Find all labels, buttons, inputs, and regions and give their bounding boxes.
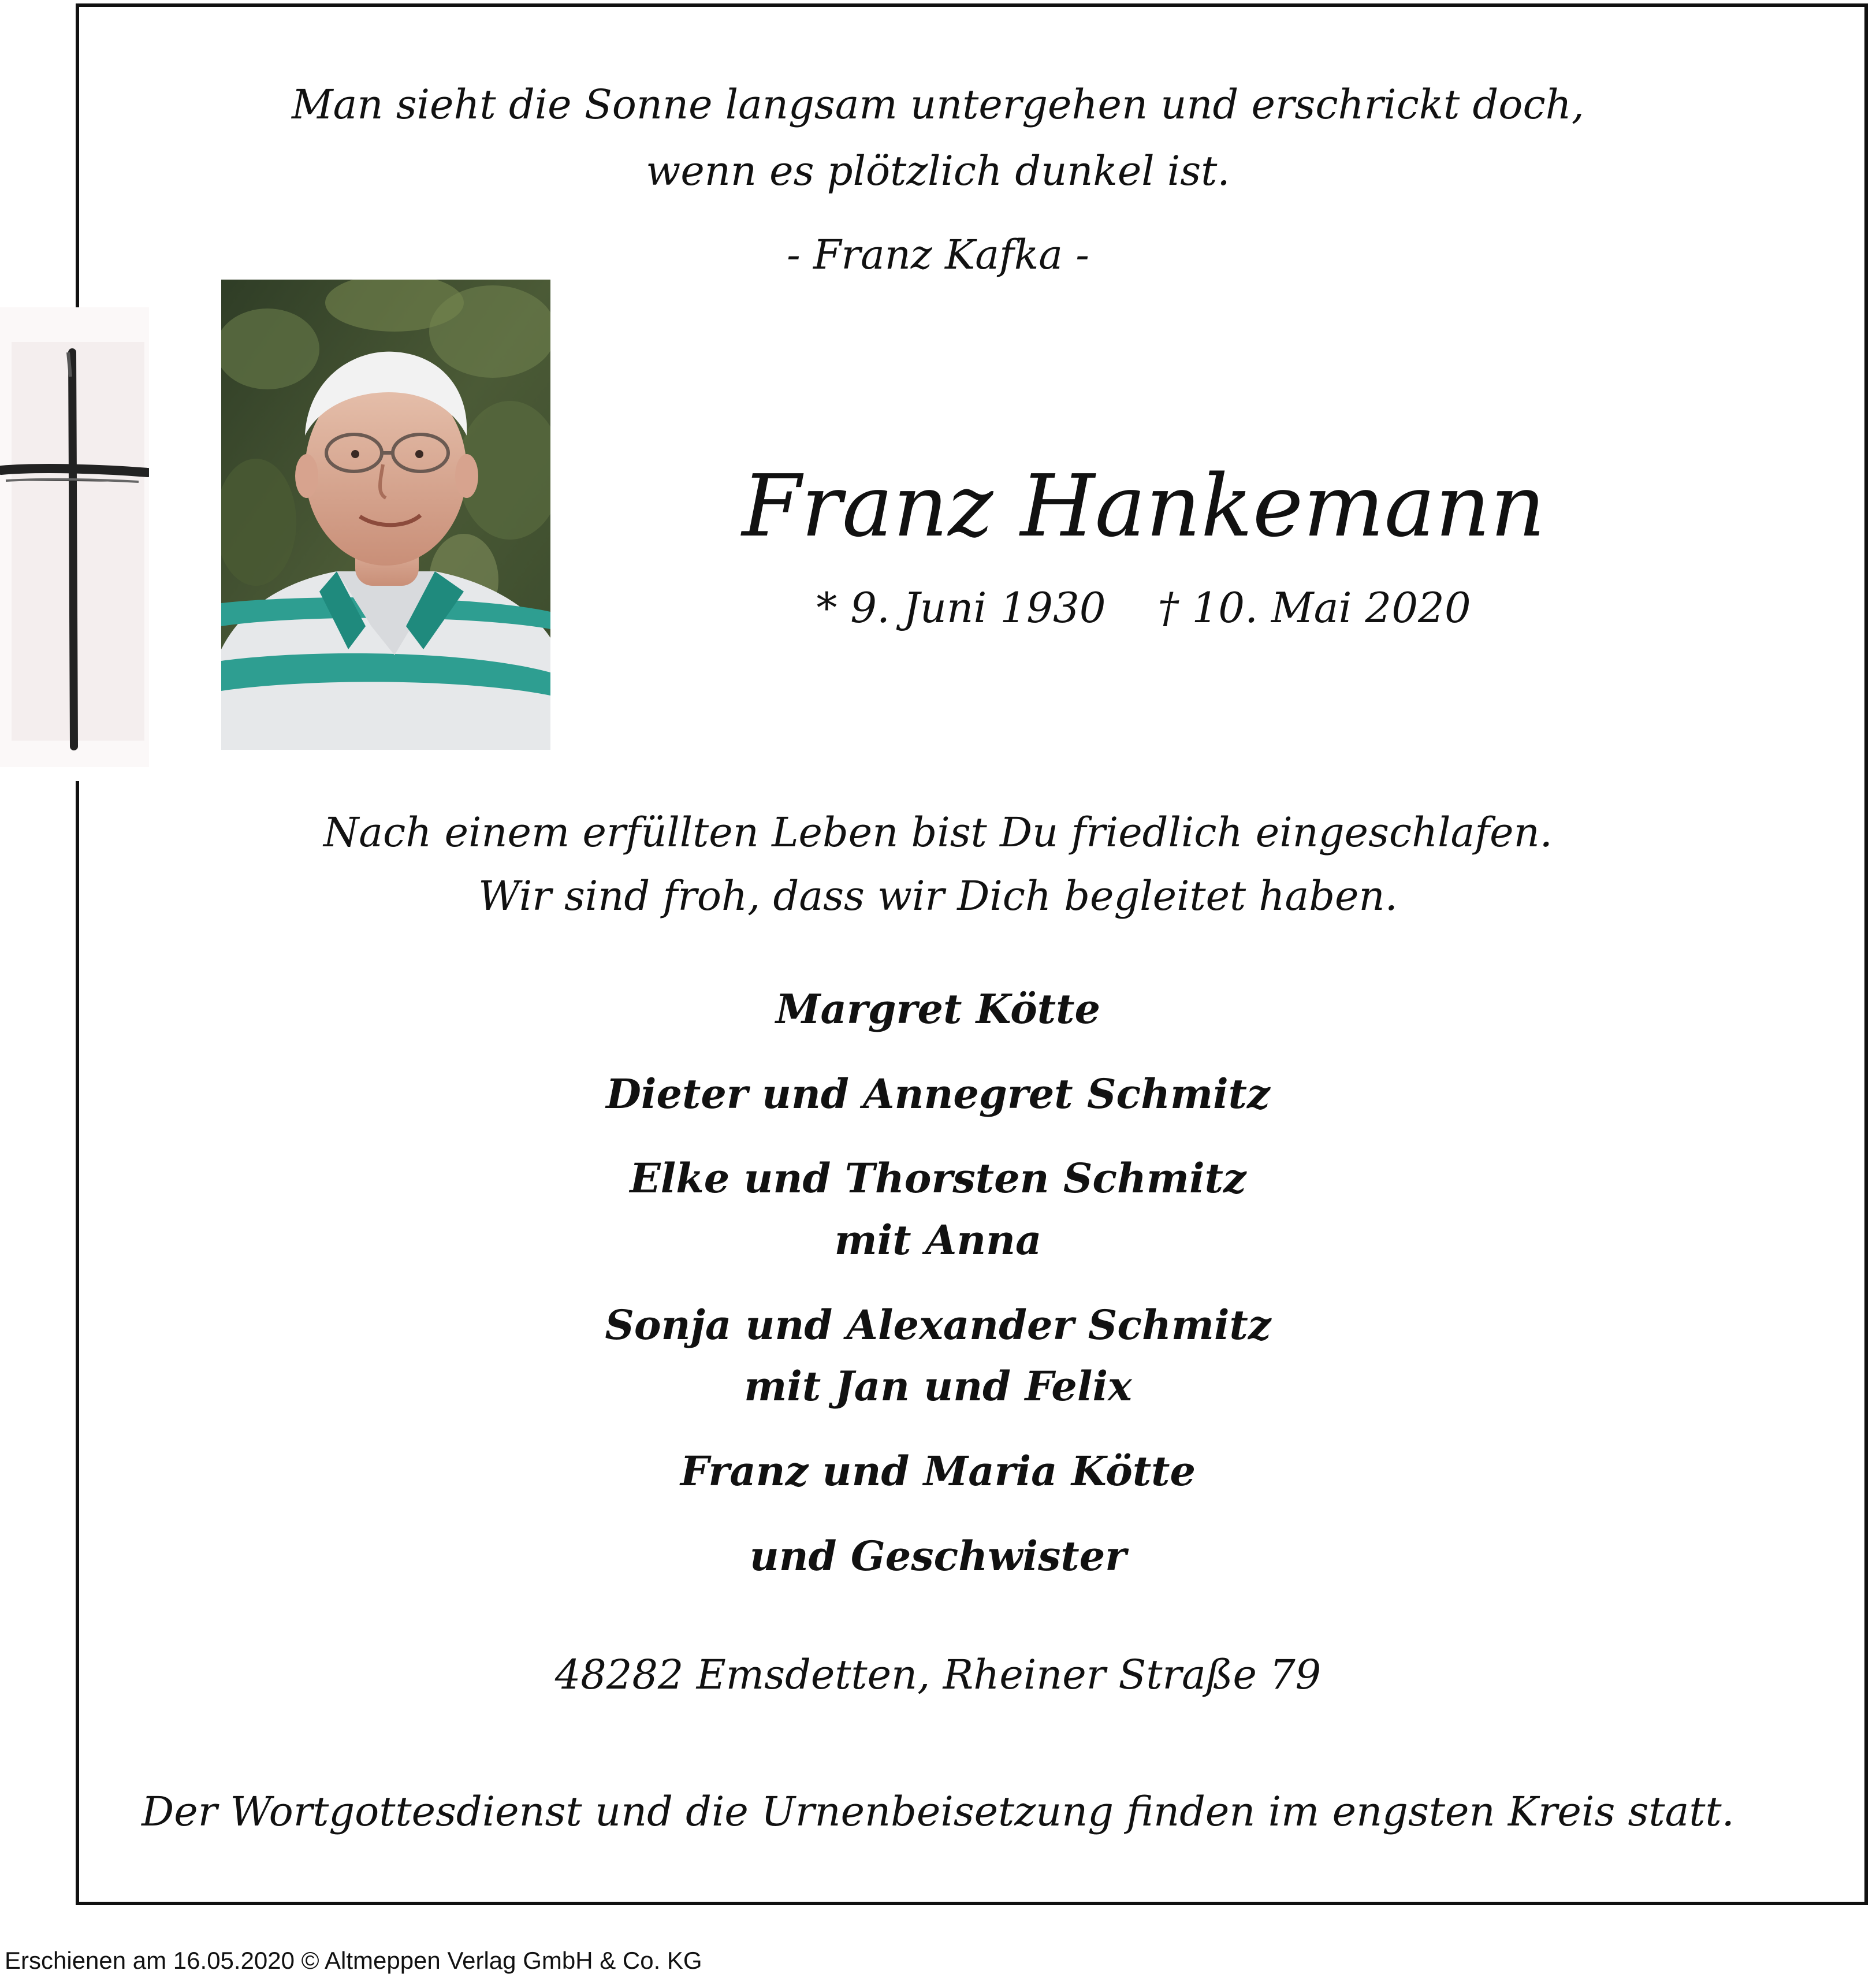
life-dates [578,583,1710,632]
cross-icon [0,307,149,767]
service-note: Der Wortgottesdienst und die Urnenbeisetzung finden im engsten Kreis statt. [142,1788,1734,1835]
mourner-line: Dieter und Annegret Schmitz [606,1070,1270,1118]
mourner-line: Elke und Thorsten Schmitz [630,1154,1246,1202]
death-date: † 10. Mai 2020 [1157,583,1471,632]
mourner-line: Franz und Maria Kötte [680,1447,1196,1495]
address: 48282 Emsdetten, Rheiner Straße 79 [554,1651,1322,1698]
birth-date: * 9. Juni 1930 [816,583,1106,632]
message-line-2: Wir sind froh, dass wir Dich begleitet haben. [478,872,1398,920]
quote-author: - Franz Kafka - [787,231,1089,278]
publication-footer: Erschienen am 16.05.2020 © Altmeppen Verlag GmbH & Co. KG [5,1947,702,1974]
mourner-line: mit Jan und Felix [744,1362,1132,1410]
mourner-line: mit Anna [834,1216,1042,1264]
message-line-1: Nach einem erfüllten Leben bist Du friedlich eingeschlafen. [323,809,1553,856]
mourner-line: Sonja und Alexander Schmitz [605,1301,1271,1349]
deceased-name: Franz Hankemann [742,456,1546,556]
quote-line-1: Man sieht die Sonne langsam untergehen und erschrickt doch, [292,81,1584,128]
quote-line-2: wenn es plötzlich dunkel ist. [646,147,1230,195]
portrait-photo [221,280,550,750]
mourner-line: Margret Kötte [776,985,1100,1033]
mourner-line: und Geschwister [749,1532,1127,1580]
